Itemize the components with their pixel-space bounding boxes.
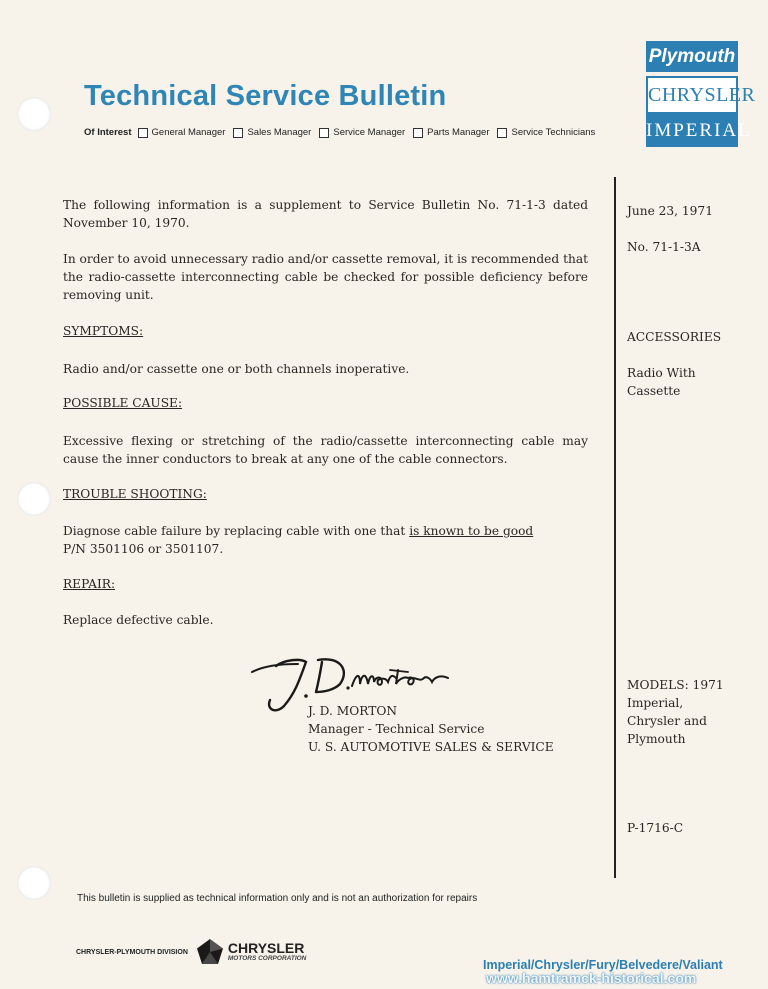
form-number: P-1716-C xyxy=(627,821,684,835)
known-good-underline: is known to be good xyxy=(409,524,534,538)
signer-block xyxy=(308,702,588,756)
bulletin-number: No. 71-1-3A xyxy=(627,240,701,254)
corporate-footer xyxy=(76,938,306,966)
symptoms-heading: SYMPTOMS: xyxy=(63,324,144,338)
repair-heading: REPAIR: xyxy=(63,577,116,591)
checkbox-icon xyxy=(497,128,507,138)
binder-hole-top xyxy=(17,97,51,131)
subject: Radio With Cassette xyxy=(627,366,696,398)
trouble-shooting-heading: TROUBLE SHOOTING: xyxy=(63,487,207,501)
interest-option-service-manager: Service Manager xyxy=(319,127,405,138)
signer-name: J. D. MORTON xyxy=(308,704,397,718)
corporation-wordmark: CHRYSLER MOTORS CORPORATION xyxy=(227,940,307,962)
column-divider xyxy=(614,177,616,878)
checkbox-icon xyxy=(319,128,329,138)
checkbox-icon xyxy=(233,128,243,138)
pentastar-logo-icon xyxy=(196,938,224,966)
possible-cause-heading: POSSIBLE CAUSE: xyxy=(63,396,183,410)
watermark-url: www.hamtramck-historical.com xyxy=(486,970,697,986)
symptoms-text: Radio and/or cassette one or both channels inoperative. xyxy=(63,362,410,376)
possible-cause-text: Excessive flexing or stretching of the radio/cassette interconnecting cable may cause the inner conductors to break at any one of the cable connectors. xyxy=(63,434,588,466)
disclaimer-note: This bulletin is supplied as technical information only and is not an authorization for repairs xyxy=(77,893,478,904)
bulletin-date: June 23, 1971 xyxy=(627,204,713,218)
imperial-logo: IMPERIAL xyxy=(646,114,738,147)
interest-label: Of Interest xyxy=(84,127,132,138)
interest-checklist xyxy=(84,127,603,138)
signer-title: Manager - Technical Service xyxy=(308,722,485,736)
category: ACCESSORIES xyxy=(627,330,722,344)
repair-text: Replace defective cable. xyxy=(63,613,214,627)
plymouth-logo: Plymouth xyxy=(646,41,738,72)
interest-option-parts-manager: Parts Manager xyxy=(413,127,489,138)
signer-org: U. S. AUTOMOTIVE SALES & SERVICE xyxy=(308,740,554,754)
binder-hole-middle xyxy=(17,482,51,516)
division-label: CHRYSLER-PLYMOUTH DIVISION xyxy=(76,948,188,956)
interest-option-general-manager: General Manager xyxy=(138,127,226,138)
models-block: MODELS: 1971 Imperial, Chrysler and Plymouth xyxy=(627,678,724,746)
recommendation-paragraph: In order to avoid unnecessary radio and/or cassette removal, it is recommended that the radio-cassette interconnecting cable be checked for possible deficiency before removing unit. xyxy=(63,252,588,302)
checkbox-icon xyxy=(138,128,148,138)
model-lineup: Imperial/Chrysler/Fury/Belvedere/Valiant xyxy=(483,958,723,972)
trouble-shooting-text: Diagnose cable failure by replacing cable with one that is known to be good P/N 3501106 or 3501107. xyxy=(63,524,534,556)
bulletin-title: Technical Service Bulletin xyxy=(84,80,447,112)
interest-option-service-technicians: Service Technicians xyxy=(497,127,595,138)
intro-paragraph: The following information is a supplement to Service Bulletin No. 71-1-3 dated November 10, 1970. xyxy=(63,198,588,230)
checkbox-icon xyxy=(413,128,423,138)
binder-hole-bottom xyxy=(17,866,51,900)
chrysler-logo: CHRYSLER xyxy=(646,76,738,114)
interest-option-sales-manager: Sales Manager xyxy=(233,127,311,138)
